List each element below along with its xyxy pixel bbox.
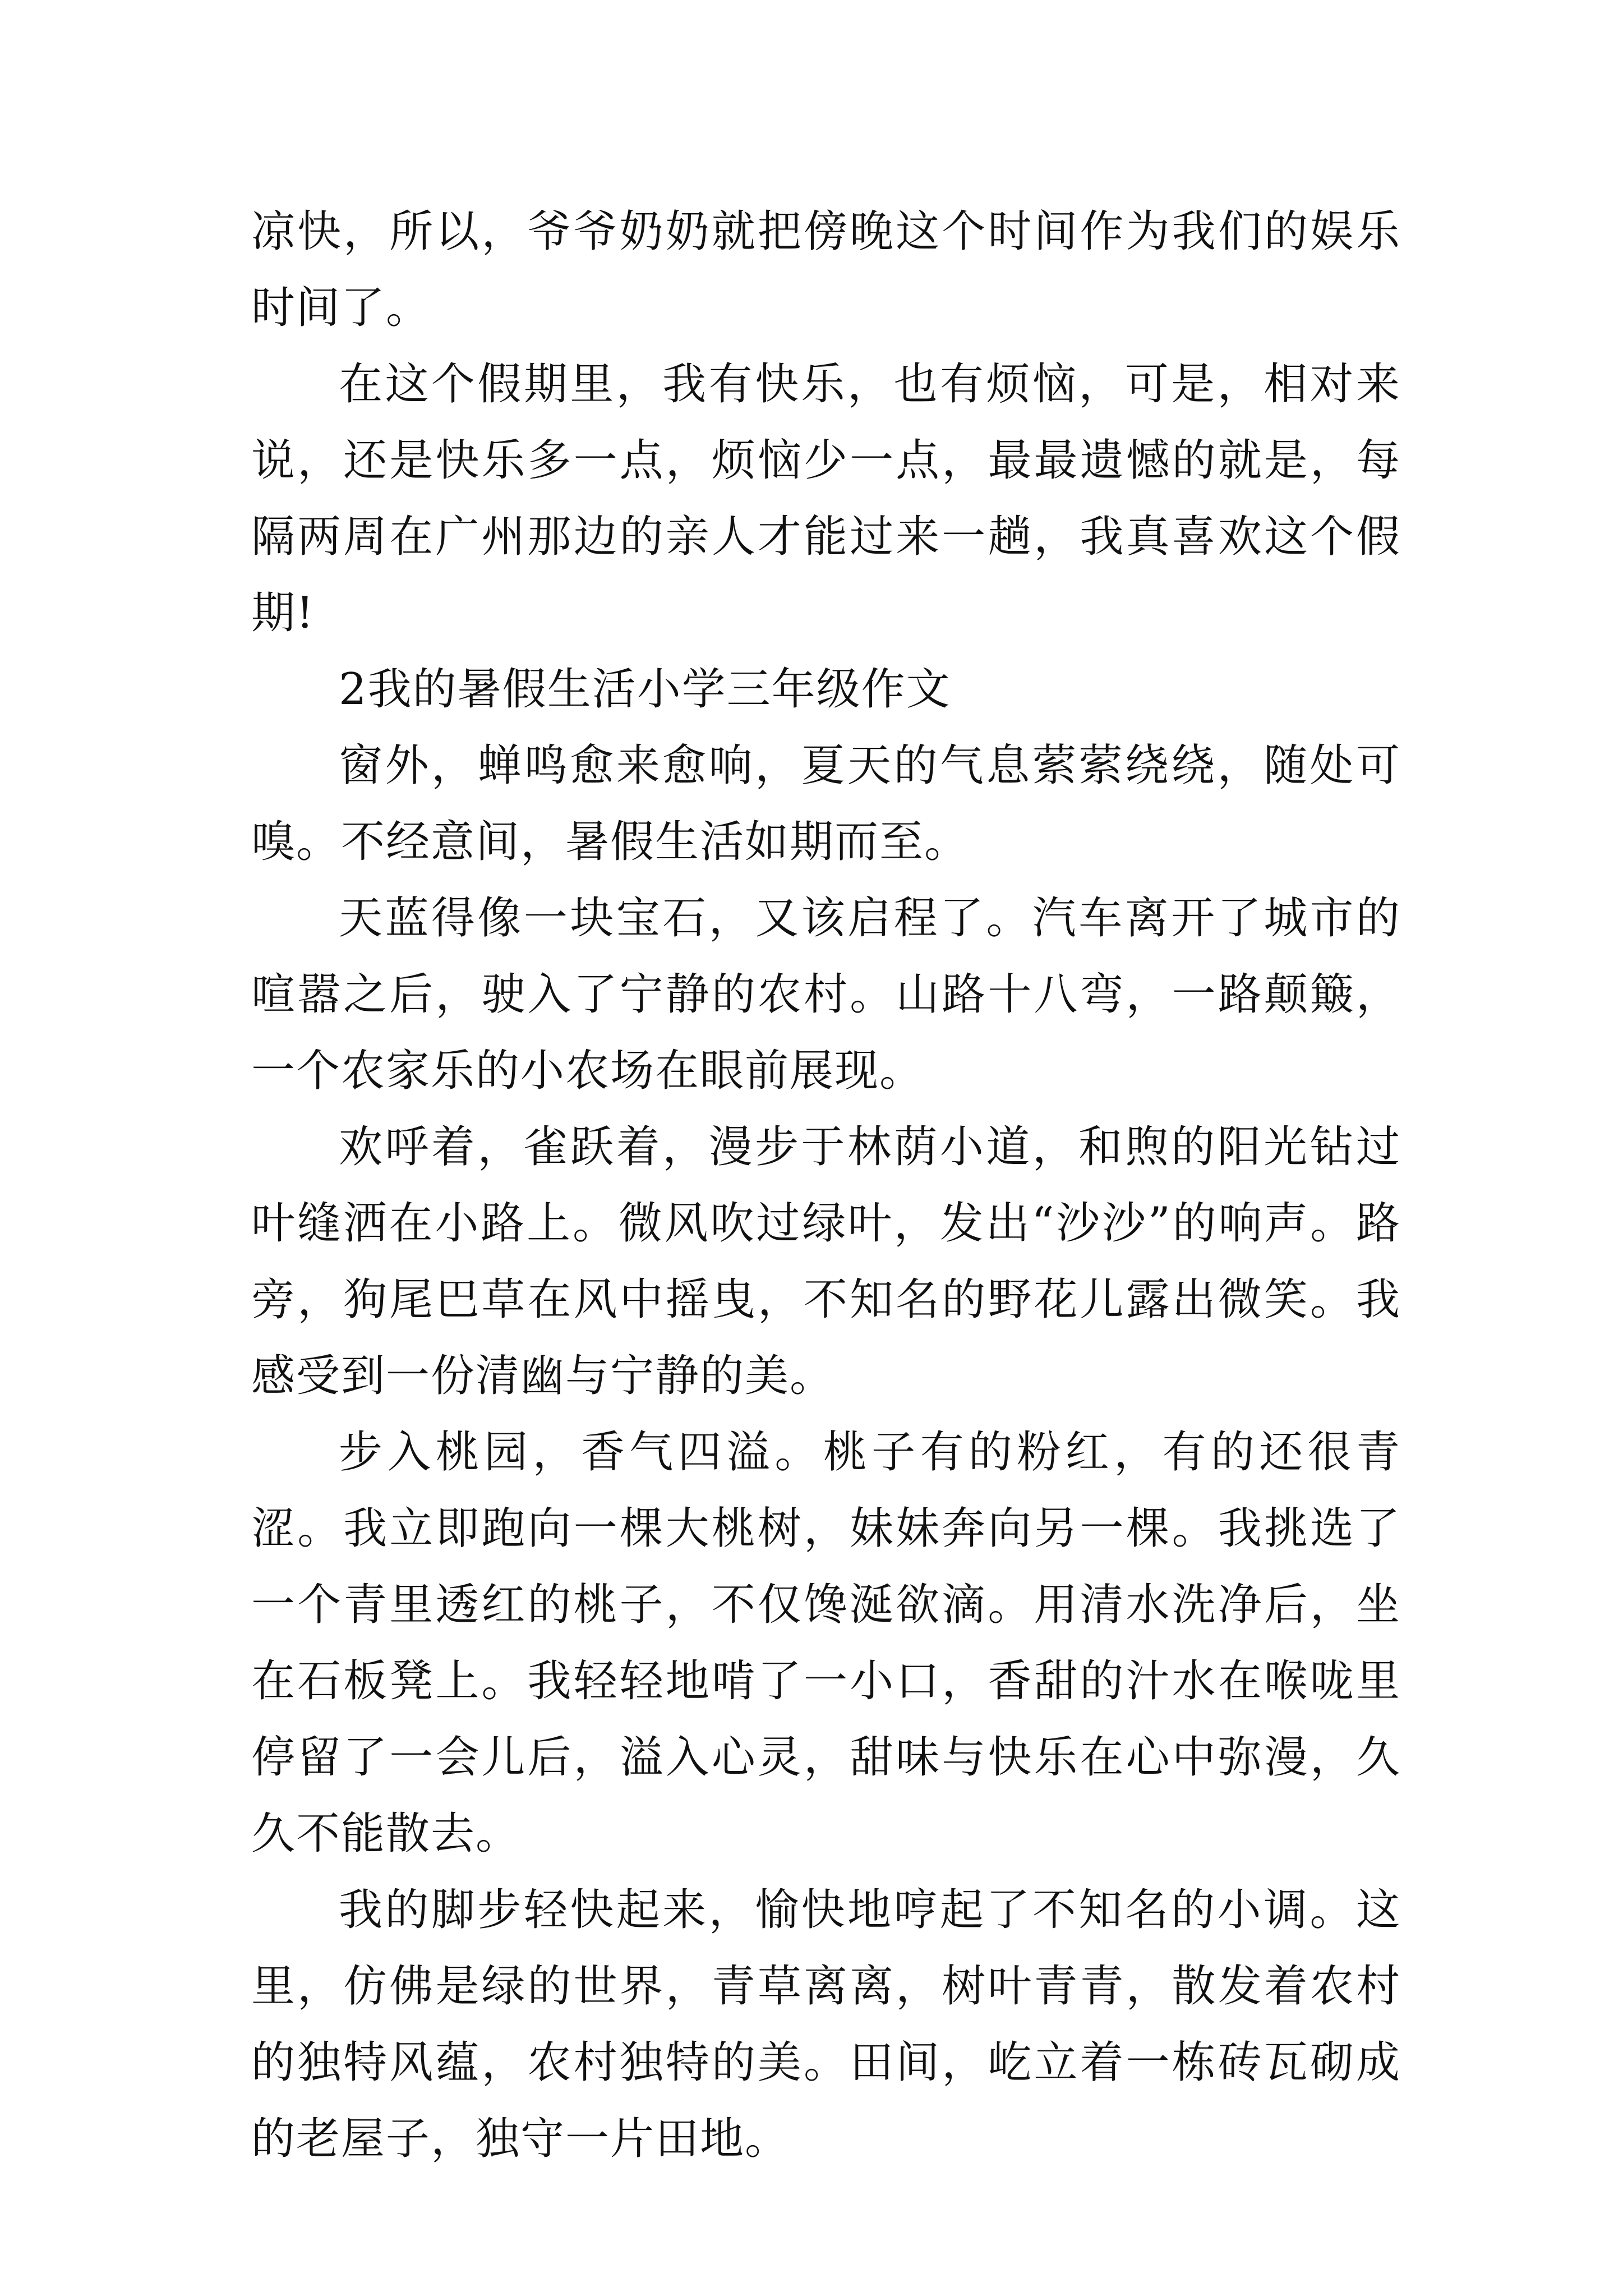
paragraph-peach-garden: 步入桃园，香气四溢。桃子有的粉红，有的还很青涩。我立即跑向一棵大桃树，妹妹奔向另一棵。我挑选了一个青里透红的桃子，不仅馋涎欲滴。用清水洗净后，坐在石板凳上。我轻轻地啃了一小口，香甜的汁水在喉咙里停留了一会儿后，溢入心灵，甜味与快乐在心中弥漫，久久不能散去。 — [251, 1427, 1401, 1859]
paragraph-green-world: 我的脚步轻快起来，愉快地哼起了不知名的小调。这里，仿佛是绿的世界，青草离离，树叶青青，散发着农村的独特风蕴，农村独特的美。田间，屹立着一栋砖瓦砌成的老屋子，独守一片田地。 — [251, 1885, 1401, 2164]
paragraph-holiday-summary: 在这个假期里，我有快乐，也有烦恼，可是，相对来说，还是快乐多一点，烦恼少一点，最最遗憾的就是，每隔两周在广州那边的亲人才能过来一趟，我真喜欢这个假期! — [251, 359, 1401, 638]
paragraph-continuation: 凉快，所以，爷爷奶奶就把傍晚这个时间作为我们的娱乐时间了。 — [251, 206, 1401, 333]
document-body — [251, 194, 1401, 2177]
section-title: 2我的暑假生活小学三年级作文 — [339, 664, 951, 715]
paragraph-journey: 天蓝得像一块宝石，又该启程了。汽车离开了城市的喧嚣之后，驶入了宁静的农村。山路十八弯，一路颠簸，一个农家乐的小农场在眼前展现。 — [251, 893, 1401, 1096]
paragraph-path: 欢呼着，雀跃着，漫步于林荫小道，和煦的阳光钻过叶缝洒在小路上。微风吹过绿叶，发出“沙沙”的响声。路旁，狗尾巴草在风中摇曳，不知名的野花儿露出微笑。我感受到一份清幽与宁静的美。 — [251, 1122, 1401, 1401]
paragraph-window: 窗外，蝉鸣愈来愈响，夏天的气息萦萦绕绕，随处可嗅。不经意间，暑假生活如期而至。 — [251, 740, 1401, 867]
